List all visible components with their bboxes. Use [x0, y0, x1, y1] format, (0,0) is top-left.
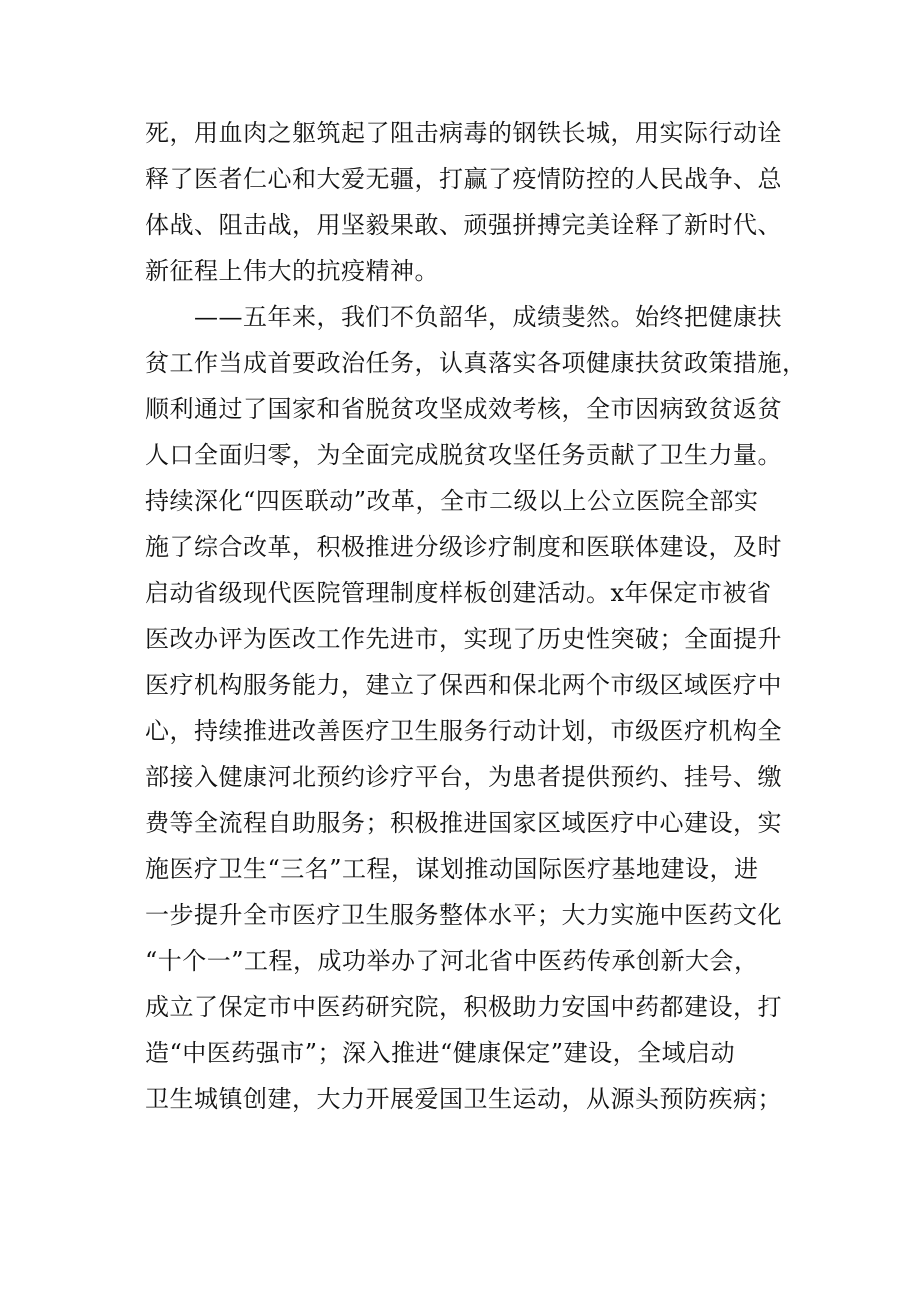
- text-line-22: 卫生城镇创建，大力开展爱国卫生运动，从源头预防疾病；: [145, 1085, 782, 1113]
- text-line-16: 费等全流程自助服务；积极推进国家区域医疗中心建设，实: [145, 809, 782, 837]
- text-line-21: 造“中医药强市”；深入推进“健康保定”建设，全域启动: [145, 1039, 736, 1067]
- text-line-5: ——五年来，我们不负韶华，成绩斐然。始终把健康扶: [145, 303, 782, 331]
- text-line-1: 死，用血肉之躯筑起了阻击病毒的钢铁长城，用实际行动诠: [145, 119, 782, 147]
- text-line-11: 启动省级现代医院管理制度样板创建活动。x年保定市被省: [145, 579, 772, 607]
- text-line-8: 人口全面归零，为全面完成脱贫攻坚任务贡献了卫生力量。: [145, 441, 782, 469]
- text-line-12: 医改办评为医改工作先进市，实现了历史性突破；全面提升: [145, 625, 782, 653]
- text-line-2: 释了医者仁心和大爱无疆，打赢了疫情防控的人民战争、总: [145, 165, 782, 193]
- text-line-15: 部接入健康河北预约诊疗平台，为患者提供预约、挂号、缴: [145, 763, 782, 791]
- text-line-7: 顺利通过了国家和省脱贫攻坚成效考核，全市因病致贫返贫: [145, 395, 782, 423]
- text-line-18: 一步提升全市医疗卫生服务整体水平；大力实施中医药文化: [145, 901, 782, 929]
- text-line-14: 心，持续推进改善医疗卫生服务行动计划，市级医疗机构全: [145, 717, 782, 745]
- document-body-text: [145, 110, 807, 1122]
- text-line-13: 医疗机构服务能力，建立了保西和保北两个市级区域医疗中: [145, 671, 782, 699]
- text-line-20: 成立了保定市中医药研究院，积极助力安国中药都建设，打: [145, 993, 782, 1021]
- text-line-9: 持续深化“四医联动”改革，全市二级以上公立医院全部实: [145, 487, 759, 515]
- text-line-19: “十个一”工程，成功举办了河北省中医药传承创新大会，: [145, 947, 759, 975]
- text-line-10: 施了综合改革，积极推进分级诊疗制度和医联体建设，及时: [145, 533, 782, 561]
- text-line-4: 新征程上伟大的抗疫精神。: [145, 257, 439, 285]
- text-line-17: 施医疗卫生“三名”工程，谋划推动国际医疗基地建设，进: [145, 855, 759, 883]
- text-line-3: 体战、阻击战，用坚毅果敢、顽强拼搏完美诠释了新时代、: [145, 211, 782, 239]
- text-line-6: 贫工作当成首要政治任务，认真落实各项健康扶贫政策措施，: [145, 349, 807, 377]
